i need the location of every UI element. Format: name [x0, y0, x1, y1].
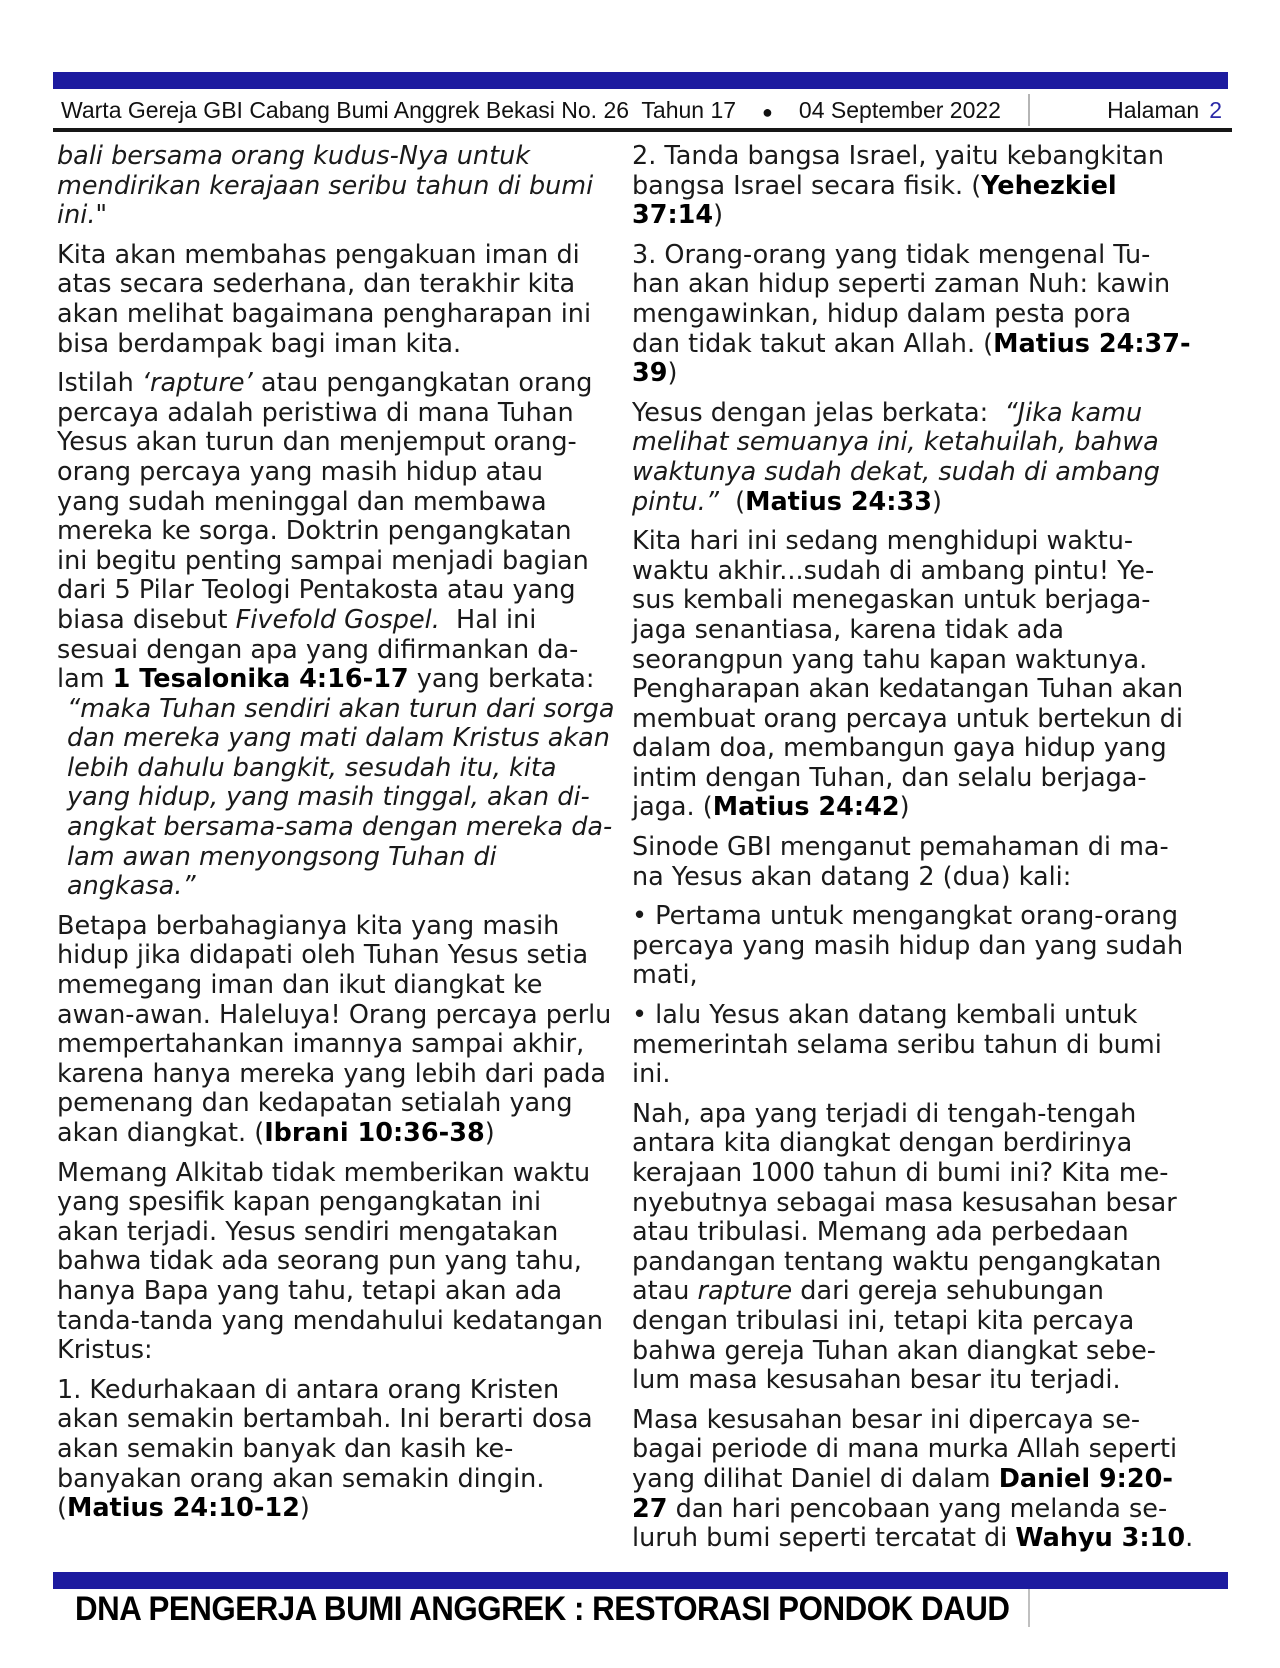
- text-line: [632, 1248, 1188, 1278]
- text-run: Yehezkiel: [981, 170, 1117, 201]
- text-run: mereka ke sorga. Doktrin pengangkatan: [57, 516, 572, 547]
- paragraph: [57, 1159, 607, 1366]
- text-line: [57, 399, 607, 429]
- text-line: [57, 1277, 607, 1307]
- text-run: atas secara sederhana, dan terakhir kita: [57, 269, 576, 300]
- text-line: [57, 971, 607, 1001]
- paragraph: [57, 910, 612, 1149]
- text-run: akan terjadi. Yesus sendiri mengatakan: [57, 1216, 559, 1247]
- text-run: percaya adalah peristiwa di mana Tuhan: [57, 397, 574, 428]
- text-line: [632, 932, 1188, 962]
- text-line: [632, 1001, 1188, 1031]
- text-run: ): [299, 1493, 310, 1524]
- text-run: Memang Alkitab tidak memberikan waktu: [57, 1157, 591, 1188]
- text-run: Wahyu 3:10: [1015, 1523, 1186, 1554]
- text-line: [57, 1494, 607, 1524]
- text-line: [632, 1366, 1188, 1396]
- paragraph: [632, 902, 1188, 991]
- text-line: [632, 764, 1188, 794]
- text-line: [57, 517, 607, 547]
- text-run: angkasa.”: [67, 871, 196, 902]
- text-line: [57, 270, 607, 300]
- text-run: akan semakin banyak dan kasih ke-: [57, 1433, 514, 1464]
- text-run: lam awan menyongsong Tuhan di: [67, 841, 497, 872]
- text-run: membuat orang percaya untuk bertekun di: [632, 703, 1183, 734]
- text-line: [57, 458, 607, 488]
- text-run: bagai periode di mana murka Allah seperti: [632, 1434, 1178, 1465]
- text-line: [57, 1188, 607, 1218]
- text-line: [632, 399, 1188, 429]
- text-run: orang percaya yang masih hidup atau: [57, 456, 544, 487]
- right-column: [632, 141, 1194, 1554]
- text-line: [632, 300, 1188, 330]
- text-run: pintu.”: [632, 486, 719, 517]
- newsletter-title: Warta Gereja GBI Cabang Bumi Anggrek Bekasi No. 26 Tahun 17: [61, 96, 737, 123]
- text-line: [632, 586, 1188, 616]
- page-number-cell: [1107, 97, 1228, 124]
- text-line: [632, 1277, 1188, 1307]
- text-line: [57, 1060, 607, 1090]
- text-line: [57, 1336, 607, 1366]
- text-line: [57, 576, 607, 606]
- text-line: [57, 330, 607, 360]
- text-run: Istilah: [57, 368, 142, 399]
- text-run: Kristus:: [57, 1335, 153, 1366]
- text-run: Fivefold Gospel.: [235, 604, 440, 635]
- text-run: mendirikan kerajaan seribu tahun di bumi: [57, 170, 594, 201]
- text-line: [632, 863, 1188, 893]
- text-run: yang berkata:: [408, 664, 595, 695]
- paragraph: [57, 1376, 607, 1524]
- text-line: [632, 705, 1188, 735]
- text-run: memerintah selama seribu tahun di bumi: [632, 1029, 1162, 1060]
- text-line: [632, 1465, 1188, 1495]
- text-line: [632, 1495, 1188, 1525]
- header-cell-divider: [1028, 94, 1030, 126]
- text-run: Masa kesusahan besar ini dipercaya se-: [632, 1404, 1141, 1435]
- text-line: [632, 1337, 1188, 1367]
- text-run: ini.: [632, 1059, 671, 1090]
- text-run: Daniel 9:20-: [998, 1463, 1173, 1494]
- text-run: .: [1185, 1523, 1194, 1554]
- text-run: Matius 24:33: [745, 486, 932, 517]
- text-run: sesuai dengan apa yang difirmankan da-: [57, 634, 579, 665]
- text-run: angkat bersama-sama dengan mereka da-: [67, 812, 613, 843]
- text-run: Hal ini: [439, 604, 537, 635]
- text-line: [57, 428, 607, 458]
- text-line: [632, 616, 1188, 646]
- text-run: dari 5 Pilar Teologi Pentakosta atau yang: [57, 575, 576, 606]
- text-line: [57, 941, 607, 971]
- footer-cell-divider: [1028, 1589, 1030, 1627]
- text-run: waktu akhir...sudah di ambang pintu! Ye-: [632, 555, 1155, 586]
- text-run: bahwa tidak ada seorang pun yang tahu,: [57, 1246, 582, 1277]
- text-line: [632, 1129, 1188, 1159]
- text-run: ): [484, 1118, 495, 1148]
- text-run: memegang iman dan ikut diangkat ke: [57, 970, 543, 1001]
- text-run: ): [899, 792, 910, 823]
- text-run: mengawinkan, hidup dalam pesta pora: [632, 298, 1132, 329]
- text-run: Pengharapan akan kedatangan Tuhan akan: [632, 674, 1184, 705]
- text-run: awan-awan. Haleluya! Orang percaya perlu: [57, 999, 612, 1030]
- text-line: [632, 734, 1188, 764]
- text-line: [632, 1406, 1188, 1436]
- text-run: atau pengangkatan orang: [260, 368, 593, 399]
- text-run: 37:14: [632, 200, 714, 231]
- text-run: ini.": [57, 200, 108, 231]
- text-run: Sinode GBI menganut pemahaman di ma-: [632, 832, 1169, 863]
- left-column: [57, 141, 615, 1524]
- text-run: 27: [632, 1493, 668, 1524]
- top-accent-bar: [53, 72, 1228, 89]
- text-run: ini begitu penting sampai menjadi bagian: [57, 545, 589, 576]
- paragraph: [632, 833, 1188, 892]
- text-run: Matius 24:42: [712, 792, 900, 823]
- text-line: [57, 241, 607, 271]
- text-run: 39: [632, 358, 668, 389]
- paragraph: [57, 693, 615, 902]
- text-line: [632, 270, 1188, 300]
- text-run: “Jika kamu: [1004, 397, 1143, 428]
- text-run: bahwa gereja Tuhan akan diangkat sebe-: [632, 1335, 1156, 1366]
- text-line: [57, 912, 607, 942]
- text-line: [57, 1247, 607, 1277]
- text-run: mempertahankan imannya sampai akhir,: [57, 1029, 585, 1060]
- text-line: [57, 547, 607, 577]
- paragraph: [632, 527, 1188, 823]
- text-line: [632, 675, 1188, 705]
- text-run: intim dengan Tuhan, dan selalu berjaga-: [632, 762, 1147, 793]
- text-run: atau: [632, 1276, 698, 1307]
- text-run: akan semakin bertambah. Ini berarti dosa: [57, 1404, 593, 1435]
- text-run: ‘rapture’: [141, 368, 261, 399]
- text-run: Yesus akan turun dan menjemput orang-: [57, 427, 577, 458]
- text-run: biasa disebut: [57, 604, 236, 635]
- header-date: 04 September 2022: [798, 96, 1001, 123]
- text-line: [632, 172, 1188, 202]
- text-line: [632, 902, 1188, 932]
- text-run: akan diangkat. (: [57, 1118, 265, 1148]
- text-run: Kita akan membahas pengakuan iman di: [57, 239, 580, 270]
- text-line: [632, 1100, 1188, 1130]
- text-run: percaya yang masih hidup dan yang sudah: [632, 930, 1184, 961]
- text-line: [632, 1307, 1188, 1337]
- text-run: waktunya sudah dekat, sudah di ambang: [632, 456, 1160, 487]
- text-line: [632, 428, 1188, 458]
- text-run: hidup jika didapati oleh Tuhan Yesus setia: [57, 940, 589, 971]
- page-header: [53, 94, 1228, 126]
- text-run: dengan tribulasi ini, tetapi kita percaya: [632, 1305, 1135, 1336]
- page-number: 2: [1209, 96, 1222, 123]
- text-line: [57, 1435, 607, 1465]
- text-line: [632, 1189, 1188, 1219]
- footer-slogan: DNA PENGERJA BUMI ANGGREK : RESTORASI PONDOK DAUD: [75, 1590, 1010, 1628]
- text-line: [57, 723, 610, 754]
- paragraph: [57, 369, 607, 695]
- text-run: Nah, apa yang terjadi di tengah-tengah: [632, 1098, 1137, 1129]
- paragraph: [632, 239, 1191, 389]
- text-line: [57, 606, 607, 636]
- text-line: [57, 665, 607, 695]
- text-run: dan tidak takut akan Allah. (: [632, 328, 994, 359]
- text-line: [632, 961, 1188, 991]
- text-line: [57, 843, 607, 873]
- text-line: [57, 1119, 607, 1149]
- text-line: [57, 636, 607, 666]
- paragraph: [632, 1001, 1188, 1090]
- text-run: jaga. (: [632, 792, 713, 823]
- text-line: [632, 488, 1188, 518]
- text-run: 1. Kedurhakaan di antara orang Kristen: [57, 1374, 560, 1405]
- text-run: seorangpun yang tahu kapan waktunya.: [632, 644, 1148, 675]
- text-line: [632, 359, 1188, 389]
- text-line: [57, 1159, 607, 1189]
- text-line: [57, 369, 607, 399]
- text-run: antara kita diangkat dengan berdirinya: [632, 1128, 1133, 1159]
- text-run: kerajaan 1000 tahun di bumi ini? Kita me-: [632, 1158, 1169, 1188]
- newsletter-masthead: [53, 97, 1001, 124]
- text-run: atau tribulasi. Memang ada perbedaan: [632, 1217, 1129, 1248]
- text-run: yang hidup, yang masih tinggal, akan di-: [67, 782, 590, 813]
- text-line: [57, 488, 607, 518]
- text-run: Matius 24:37-: [993, 328, 1191, 359]
- text-run: pandangan tentang waktu pengangkatan: [632, 1246, 1162, 1277]
- text-run: luruh bumi seperti tercatat di: [632, 1523, 1016, 1554]
- text-run: lam: [57, 664, 113, 695]
- text-line: [632, 1218, 1188, 1248]
- text-line: [632, 1523, 1194, 1554]
- text-run: • lalu Yesus akan datang kembali untuk: [632, 1000, 1138, 1031]
- paragraph: [632, 1404, 1194, 1554]
- text-run: ): [713, 200, 724, 231]
- text-line: [632, 241, 1188, 271]
- text-run: pemenang dan kedapatan setialah yang: [57, 1088, 573, 1119]
- text-run: (: [57, 1493, 67, 1524]
- text-run: bangsa Israel secara fisik. (: [632, 170, 982, 201]
- text-line: [632, 201, 1188, 231]
- text-run: jaga senantiasa, karena tidak ada: [632, 614, 1065, 645]
- text-line: [57, 1218, 607, 1248]
- paragraph: [57, 241, 607, 359]
- text-run: Ibrani 10:36-38: [264, 1118, 485, 1148]
- text-line: [57, 300, 607, 330]
- text-run: lebih dahulu bangkit, sesudah itu, kita: [67, 752, 557, 783]
- text-run: dan mereka yang mati dalam Kristus akan: [67, 723, 610, 754]
- text-line: [57, 812, 613, 843]
- text-line: [57, 172, 607, 202]
- text-run: Kita hari ini sedang menghidupi waktu-: [632, 526, 1134, 557]
- page-label: Halaman: [1107, 96, 1200, 123]
- text-run: bisa berdampak bagi iman kita.: [57, 328, 462, 359]
- text-run: dalam doa, membangun gaya hidup yang: [632, 733, 1167, 764]
- text-run: nyebutnya sebagai masa kesusahan besar: [632, 1187, 1177, 1218]
- text-line: [632, 1031, 1188, 1061]
- text-line: [632, 1060, 1188, 1090]
- text-run: yang sudah meninggal dan membawa: [57, 486, 547, 517]
- text-line: [57, 1089, 607, 1119]
- text-line: [57, 1307, 607, 1337]
- header-rule: [53, 128, 1232, 132]
- text-run: Matius 24:10-12: [66, 1493, 300, 1524]
- text-line: [57, 1465, 607, 1495]
- text-run: Yesus dengan jelas berkata:: [632, 397, 1005, 428]
- text-line: [57, 201, 607, 231]
- text-run: mati,: [632, 960, 698, 991]
- text-run: akan melihat bagaimana pengharapan ini: [57, 298, 592, 329]
- text-line: [57, 872, 607, 902]
- text-run: yang spesifik kapan pengangkatan ini: [57, 1187, 542, 1218]
- text-run: • Pertama untuk mengangkat orang-orang: [632, 901, 1179, 932]
- text-line: [57, 1376, 607, 1406]
- text-run: yang dilihat Daniel di dalam: [632, 1463, 999, 1494]
- text-run: 3. Orang-orang yang tidak mengenal Tu-: [632, 239, 1151, 270]
- text-line: [632, 142, 1188, 172]
- text-run: dari gereja sehubungan: [792, 1276, 1104, 1307]
- text-run: “maka Tuhan sendiri akan turun dari sorga: [67, 693, 615, 724]
- text-line: [632, 557, 1188, 587]
- text-run: melihat semuanya ini, ketahuilah, bahwa: [632, 427, 1159, 458]
- text-run: dan hari pencobaan yang melanda se-: [667, 1493, 1168, 1524]
- text-run: 1 Tesalonika 4:16-17: [112, 664, 409, 695]
- text-line: [57, 1030, 607, 1060]
- paragraph: [632, 399, 1188, 517]
- text-line: [632, 458, 1188, 488]
- text-run: Betapa berbahagianya kita yang masih: [57, 910, 560, 941]
- text-line: [632, 833, 1188, 863]
- text-run: hanya Bapa yang tahu, tetapi akan ada: [57, 1275, 563, 1306]
- text-run: bali bersama orang kudus-Nya untuk: [57, 141, 531, 171]
- text-line: [57, 999, 612, 1031]
- text-run: lum masa kesusahan besar itu terjadi.: [632, 1365, 1121, 1396]
- text-run: na Yesus akan datang 2 (dua) kali:: [632, 861, 1072, 892]
- text-line: [57, 754, 607, 784]
- header-bullet-icon: ●: [762, 101, 773, 122]
- text-line: [632, 328, 1191, 360]
- text-run: tanda-tanda yang mendahului kedatangan: [57, 1305, 604, 1336]
- text-run: han akan hidup seperti zaman Nuh: kawin: [632, 269, 1171, 300]
- text-run: ): [667, 358, 678, 389]
- text-line: [632, 1159, 1188, 1189]
- paragraph: [632, 1100, 1188, 1396]
- text-run: ): [932, 486, 942, 517]
- text-run: 2. Tanda bangsa Israel, yaitu kebangkitan: [632, 141, 1164, 171]
- text-line: [57, 142, 607, 172]
- text-run: (: [718, 486, 746, 517]
- text-line: [57, 783, 607, 813]
- text-line: [632, 1435, 1188, 1465]
- text-line: [632, 527, 1188, 557]
- text-run: banyakan orang akan semakin dingin.: [57, 1463, 545, 1494]
- paragraph: [57, 142, 607, 231]
- text-line: [632, 646, 1188, 676]
- paragraph: [632, 142, 1188, 231]
- text-line: [632, 793, 1188, 823]
- text-line: [57, 1405, 607, 1435]
- text-run: karena hanya mereka yang lebih dari pada: [57, 1058, 607, 1089]
- text-line: [57, 693, 615, 725]
- bottom-accent-bar: [53, 1572, 1228, 1589]
- text-run: sus kembali menegaskan untuk berjaga-: [632, 585, 1151, 616]
- text-run: rapture: [697, 1276, 793, 1307]
